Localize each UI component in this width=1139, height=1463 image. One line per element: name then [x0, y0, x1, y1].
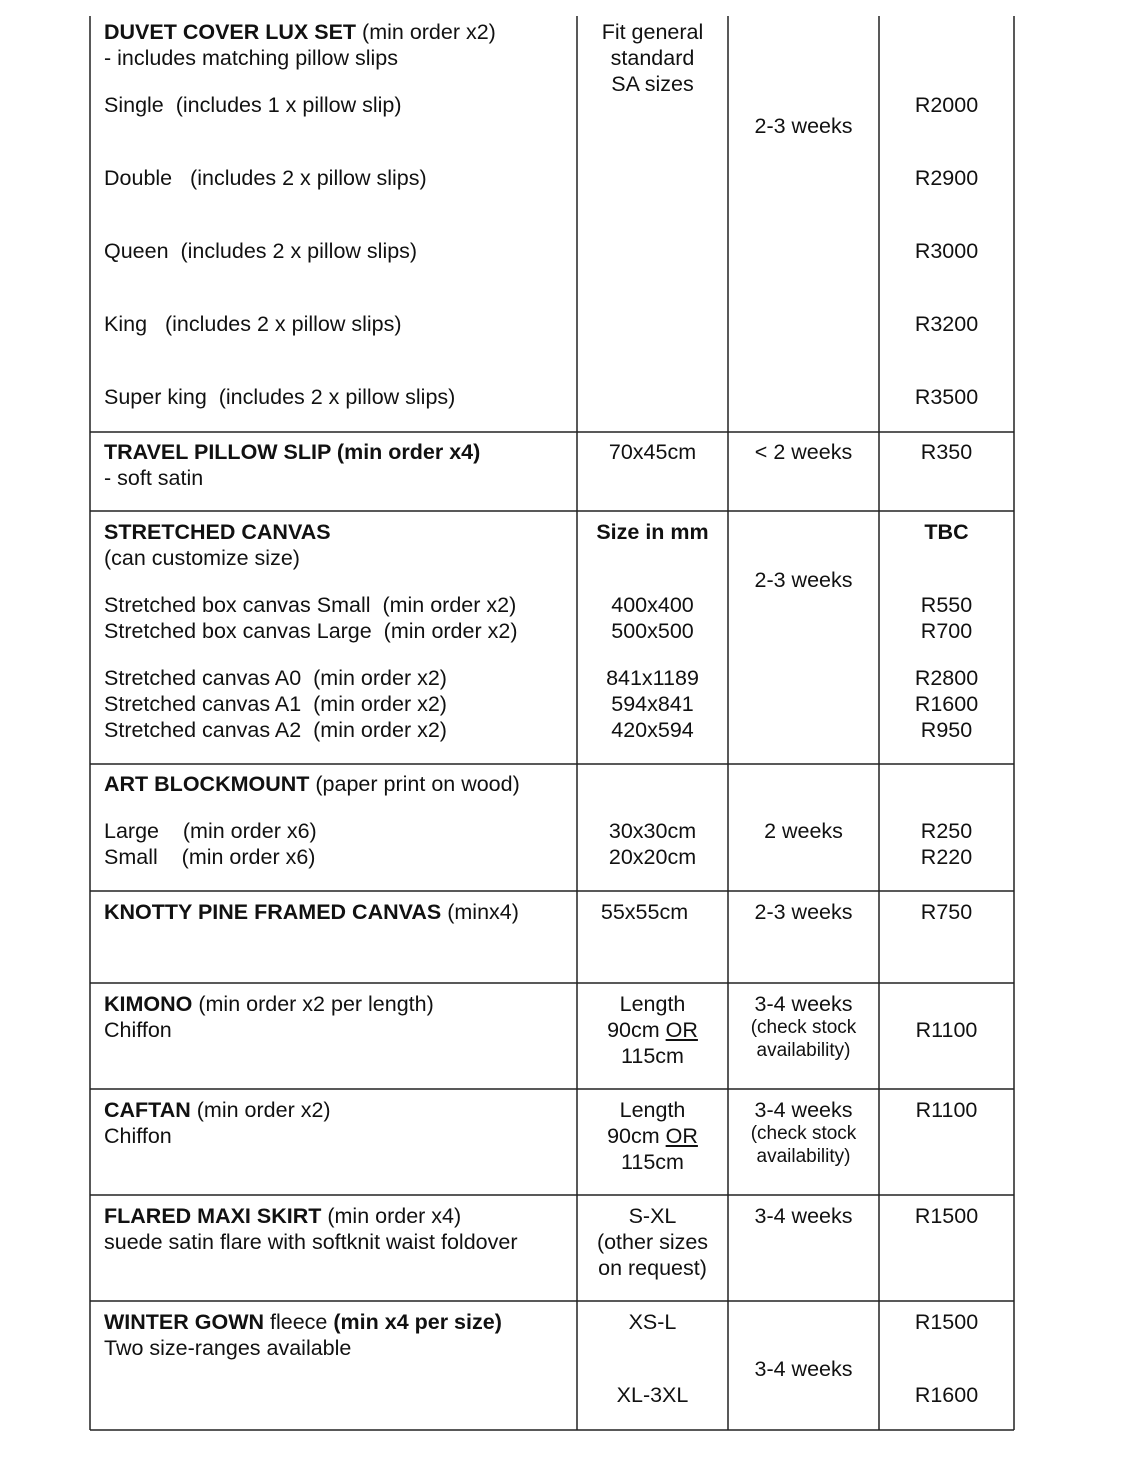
canvas-name: STRETCHED CANVAS — [104, 520, 331, 544]
kimono-size-or: OR — [665, 1018, 698, 1042]
duvet-item: Queen (includes 2 x pillow slips) — [104, 239, 418, 263]
duvet-size: Fit general — [601, 20, 704, 44]
skirt-size: S-XL — [628, 1204, 677, 1228]
canvas-item: Stretched canvas A1 (min order x2) — [104, 692, 447, 716]
canvas-time: 2-3 weeks — [754, 568, 853, 592]
travel-price: R350 — [920, 440, 973, 464]
caftan-name: CAFTAN — [104, 1098, 191, 1122]
canvas-size: 400x400 — [611, 593, 694, 617]
duvet-time: 2-3 weeks — [754, 114, 853, 138]
blockmount-time: 2 weeks — [764, 819, 843, 843]
duvet-desc: - includes matching pillow slips — [104, 46, 398, 70]
kimono-size: Length — [619, 992, 686, 1016]
kimono-price: R1100 — [915, 1018, 978, 1042]
kimono-size-options — [577, 1017, 728, 1043]
canvas-price: R700 — [920, 619, 973, 643]
skirt-price: R1500 — [914, 1204, 979, 1228]
blockmount-name: ART BLOCKMOUNT — [104, 772, 310, 796]
blockmount-title — [104, 771, 520, 797]
skirt-note: (min order x4) — [321, 1204, 462, 1228]
canvas-size-header: Size in mm — [596, 520, 709, 544]
knotty-time: 2-3 weeks — [754, 900, 853, 924]
gown-note-bold: (min x4 per size) — [333, 1310, 502, 1334]
caftan-size: 115cm — [621, 1150, 684, 1174]
knotty-note: (minx4) — [441, 900, 519, 924]
blockmount-item: Large (min order x6) — [104, 819, 317, 843]
canvas-size: 841x1189 — [606, 666, 699, 690]
gown-size: XL-3XL — [616, 1383, 689, 1407]
knotty-name: KNOTTY PINE FRAMED CANVAS — [104, 900, 442, 924]
duvet-price: R3500 — [914, 385, 979, 409]
kimono-desc: Chiffon — [104, 1018, 172, 1042]
canvas-price-header: TBC — [924, 520, 969, 544]
canvas-item: Stretched box canvas Large (min order x2) — [104, 619, 518, 643]
canvas-price: R1600 — [914, 692, 979, 716]
canvas-price: R2800 — [914, 666, 979, 690]
caftan-size-90: 90cm — [607, 1124, 666, 1148]
travel-name: TRAVEL PILLOW SLIP (min order x4) — [104, 440, 481, 464]
duvet-size: SA sizes — [611, 72, 694, 96]
caftan-price: R1100 — [915, 1098, 978, 1122]
gown-title — [104, 1309, 502, 1335]
gown-time: 3-4 weeks — [754, 1357, 853, 1381]
kimono-size-90: 90cm — [607, 1018, 666, 1042]
blockmount-size: 30x30cm — [608, 819, 697, 843]
skirt-size: on request) — [598, 1256, 707, 1280]
kimono-note: (min order x2 per length) — [192, 992, 434, 1016]
blockmount-item: Small (min order x6) — [104, 845, 316, 869]
gown-price: R1500 — [914, 1310, 979, 1334]
duvet-price: R2900 — [914, 166, 979, 190]
canvas-size: 420x594 — [611, 718, 694, 742]
duvet-item: King (includes 2 x pillow slips) — [104, 312, 402, 336]
kimono-size: 115cm — [621, 1044, 684, 1068]
canvas-desc: (can customize size) — [104, 546, 300, 570]
travel-time: < 2 weeks — [754, 440, 853, 464]
duvet-note: (min order x2) — [356, 20, 496, 44]
duvet-item: Single (includes 1 x pillow slip) — [104, 93, 402, 117]
duvet-item: Super king (includes 2 x pillow slips) — [104, 385, 456, 409]
canvas-price: R550 — [920, 593, 973, 617]
canvas-item: Stretched box canvas Small (min order x2) — [104, 593, 517, 617]
gown-note: fleece — [264, 1310, 334, 1334]
knotty-size: 55x55cm — [600, 900, 689, 924]
skirt-name: FLARED MAXI SKIRT — [104, 1204, 322, 1228]
kimono-name: KIMONO — [104, 992, 193, 1016]
duvet-item: Double (includes 2 x pillow slips) — [104, 166, 427, 190]
knotty-price: R750 — [920, 900, 973, 924]
caftan-desc: Chiffon — [104, 1124, 172, 1148]
canvas-item: Stretched canvas A0 (min order x2) — [104, 666, 447, 690]
skirt-title — [104, 1203, 461, 1229]
duvet-title — [104, 19, 496, 45]
skirt-desc: suede satin flare with softknit waist foldover — [104, 1230, 518, 1254]
blockmount-size: 20x20cm — [608, 845, 697, 869]
kimono-time-note: availability) — [756, 1040, 851, 1061]
travel-size: 70x45cm — [608, 440, 697, 464]
caftan-time-note: availability) — [756, 1146, 851, 1167]
caftan-note: (min order x2) — [190, 1098, 331, 1122]
skirt-size: (other sizes — [596, 1230, 709, 1254]
caftan-time: 3-4 weeks — [754, 1098, 853, 1122]
duvet-price: R3000 — [914, 239, 979, 263]
gown-price: R1600 — [914, 1383, 979, 1407]
canvas-price: R950 — [920, 718, 973, 742]
gown-desc: Two size-ranges available — [104, 1336, 352, 1360]
kimono-time: 3-4 weeks — [754, 992, 853, 1016]
canvas-size: 594x841 — [611, 692, 694, 716]
knotty-title — [104, 899, 519, 925]
skirt-time: 3-4 weeks — [754, 1204, 853, 1228]
travel-desc: - soft satin — [104, 466, 204, 490]
duvet-name: DUVET COVER LUX SET — [104, 20, 357, 44]
gown-name: WINTER GOWN — [104, 1310, 265, 1334]
blockmount-price: R220 — [920, 845, 973, 869]
duvet-price: R2000 — [914, 93, 979, 117]
caftan-time-note: (check stock — [750, 1123, 857, 1144]
kimono-time-note: (check stock — [750, 1017, 857, 1038]
blockmount-price: R250 — [920, 819, 973, 843]
caftan-size-or: OR — [665, 1124, 698, 1148]
duvet-price: R3200 — [914, 312, 979, 336]
caftan-size-options — [577, 1123, 728, 1149]
gown-size: XS-L — [628, 1310, 677, 1334]
duvet-size: standard — [610, 46, 695, 70]
kimono-title — [104, 991, 434, 1017]
caftan-title — [104, 1097, 331, 1123]
blockmount-note: (paper print on wood) — [309, 772, 520, 796]
caftan-size: Length — [619, 1098, 686, 1122]
canvas-item: Stretched canvas A2 (min order x2) — [104, 718, 447, 742]
canvas-size: 500x500 — [611, 619, 694, 643]
